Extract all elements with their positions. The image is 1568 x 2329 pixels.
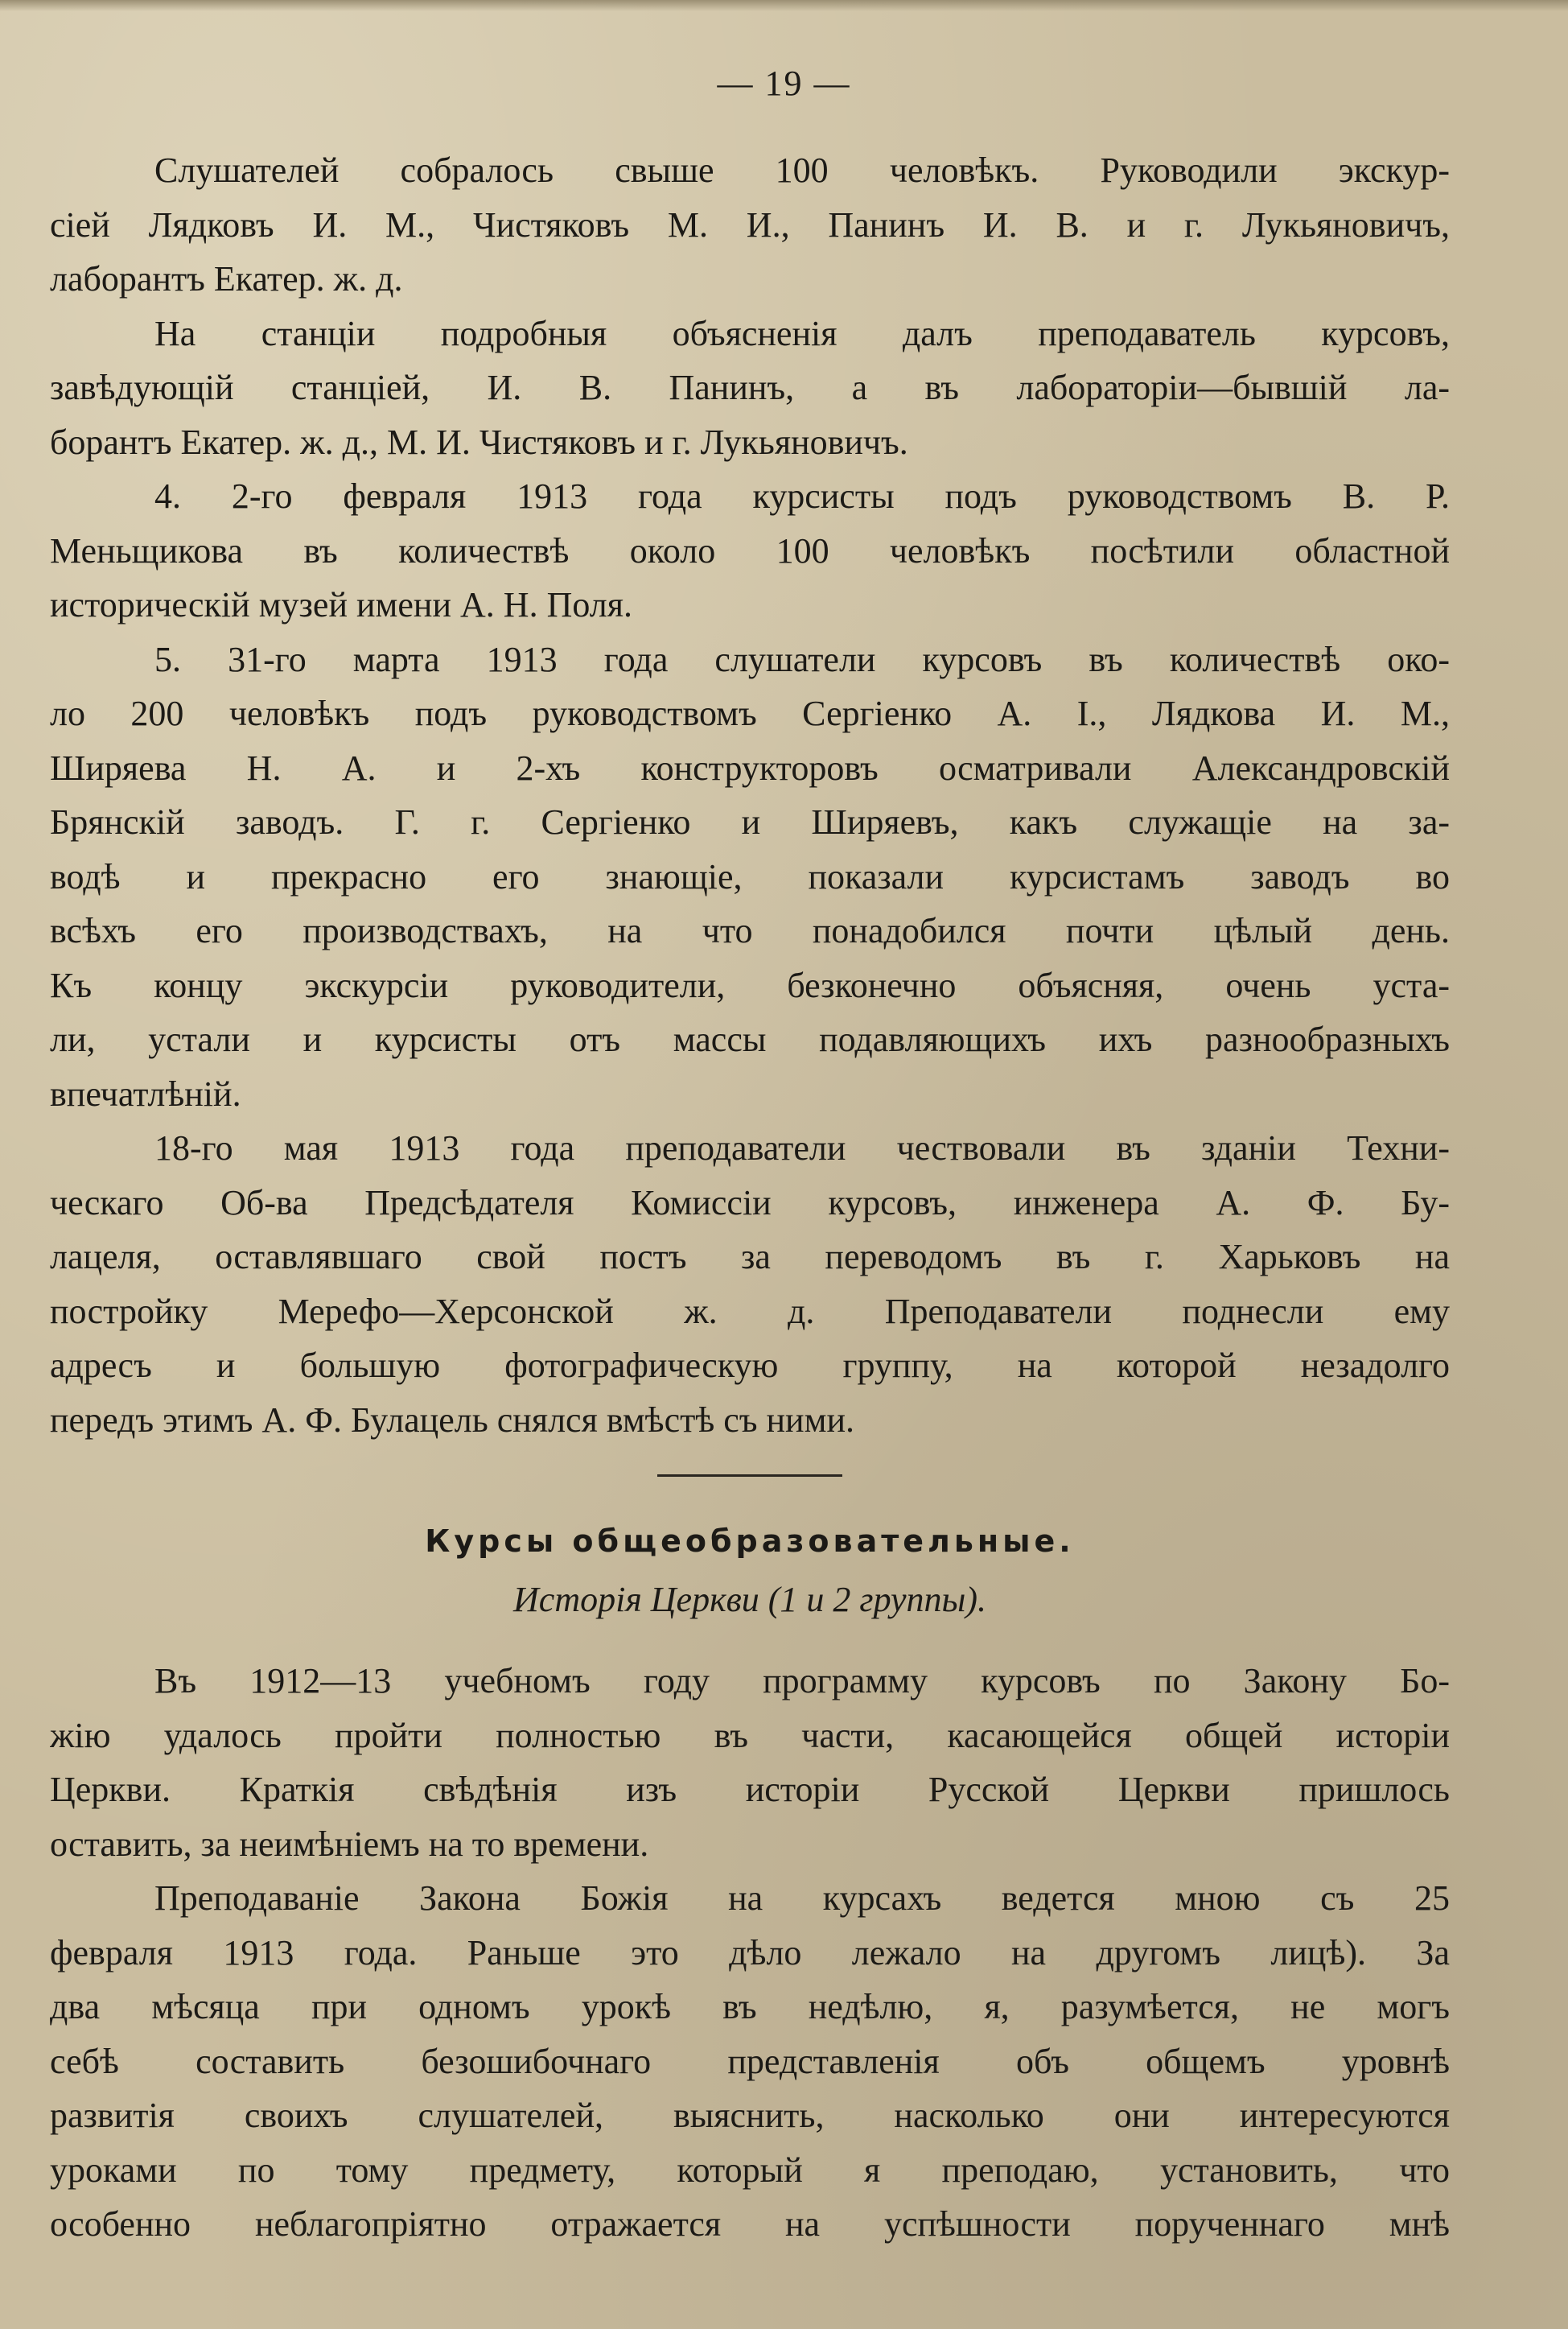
text-line: Меньщикова въ количествѣ около 100 человѣкъ посѣтили областной: [50, 530, 1450, 571]
text-line: Къ концу экскурсіи руководители, безконечно объясняя, очень уста-: [50, 965, 1450, 1005]
text-line: Ширяева Н. А. и 2-хъ конструкторовъ осматривали Александровскій: [50, 748, 1450, 788]
paragraph-item-5: [50, 633, 1450, 1122]
text-line: Церкви. Краткія свѣдѣнія изъ исторіи Русской Церкви пришлось: [50, 1770, 1450, 1809]
page-number: — 19 —: [717, 64, 851, 103]
text-line: впечатлѣній.: [50, 1074, 241, 1114]
text-line: Преподаваніе Закона Божія на курсахъ ведется мною съ 25: [154, 1878, 1450, 1918]
paragraph-excursion-leaders: [50, 143, 1450, 307]
paragraph-item-4: [50, 469, 1450, 633]
text-line: жію удалось пройти полностью въ части, касающейся общей исторіи: [50, 1715, 1450, 1755]
text-line: себѣ составить безошибочнаго представленія объ общемъ уровнѣ: [50, 2041, 1450, 2081]
paragraph-farewell-bulatsel: [50, 1121, 1450, 1447]
text-line: ческаго Об-ва Предсѣдателя Комиссіи курсовъ, инженера А. Ф. Бу-: [50, 1182, 1450, 1222]
page-text: [50, 143, 1450, 2252]
paragraph-station-explanations: [50, 307, 1450, 470]
text-line: развитія своихъ слушателей, выяснить, насколько они интересуются: [50, 2096, 1450, 2135]
text-line: ло 200 человѣкъ подъ руководствомъ Сергіенко А. І., Лядкова И. М.,: [50, 694, 1450, 733]
paragraph-teaching-law-of-god: [50, 1871, 1450, 2252]
text-line: февраля 1913 года. Раньше это дѣло лежало на другомъ лицѣ). За: [50, 1932, 1450, 1972]
text-line: 5. 31-го марта 1913 года слушатели курсовъ въ количествѣ око-: [154, 639, 1450, 679]
text-line: На станціи подробныя объясненія далъ преподаватель курсовъ,: [154, 313, 1450, 353]
text-line: передъ этимъ А. Ф. Булацель снялся вмѣстѣ съ ними.: [50, 1399, 854, 1440]
subsection-heading: Исторія Церкви (1 и 2 группы).: [513, 1580, 986, 1619]
text-line: завѣдующій станціей, И. В. Панинъ, а въ лабораторіи—бывшій ла-: [50, 368, 1450, 407]
text-line: особенно неблагопріятно отражается на успѣшности порученнаго мнѣ: [50, 2204, 1450, 2244]
text-line: постройку Мерефо—Херсонской ж. д. Преподаватели поднесли ему: [50, 1291, 1450, 1331]
text-line: всѣхъ его производствахъ, на что понадобился почти цѣлый день.: [50, 911, 1450, 950]
text-line: Слушателей собралось свыше 100 человѣкъ. Руководили экскур-: [154, 150, 1450, 190]
text-line: 18-го мая 1913 года преподаватели чествовали въ зданіи Техни-: [154, 1128, 1450, 1168]
text-line: Брянскій заводъ. Г. г. Сергіенко и Ширяевъ, какъ служащіе на за-: [50, 802, 1450, 842]
text-line: лаборантъ Екатер. ж. д.: [50, 259, 403, 299]
text-line: два мѣсяца при одномъ урокѣ въ недѣлю, я, разумѣется, не могъ: [50, 1987, 1450, 2026]
text-line: оставить, за неимѣніемъ на то времени.: [50, 1824, 649, 1864]
text-line: Въ 1912—13 учебномъ году программу курсовъ по Закону Бо-: [154, 1661, 1450, 1700]
text-line: борантъ Екатер. ж. д., М. И. Чистяковъ и г. Лукьяновичъ.: [50, 422, 908, 462]
section-divider: [657, 1474, 842, 1477]
paragraph-church-history-program: [50, 1654, 1450, 1871]
text-line: водѣ и прекрасно его знающіе, показали курсистамъ заводъ во: [50, 856, 1450, 897]
text-line: сіей Лядковъ И. М., Чистяковъ М. И., Панинъ И. В. и г. Лукьяновичъ,: [50, 204, 1450, 245]
text-line: лацеля, оставлявшаго свой постъ за переводомъ въ г. Харьковъ на: [50, 1237, 1450, 1276]
text-line: историческій музей имени А. Н. Поля.: [50, 585, 632, 625]
text-line: 4. 2-го февраля 1913 года курсисты подъ руководствомъ В. Р.: [154, 476, 1450, 516]
page-top-edge: [0, 0, 1568, 11]
section-heading: Курсы общеобразовательные.: [425, 1523, 1075, 1559]
text-line: уроками по тому предмету, который я преподаю, установить, что: [50, 2150, 1450, 2190]
text-line: ли, устали и курсисты отъ массы подавляющихъ ихъ разнообразныхъ: [50, 1020, 1450, 1059]
text-line: адресъ и большую фотографическую группу, на которой незадолго: [50, 1346, 1450, 1385]
